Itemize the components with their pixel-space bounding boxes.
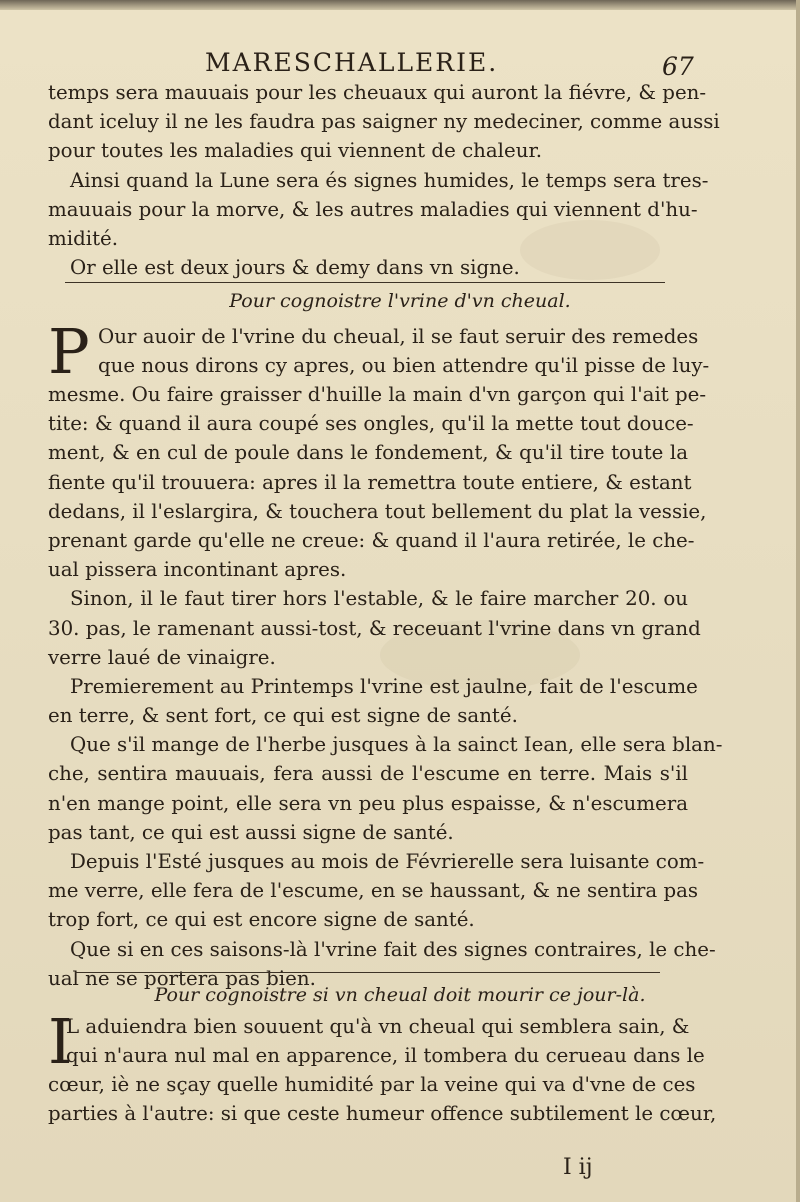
text-line: 30. pas, le ramenant aussi-tost, & receuant l'vrine dans vn grand bbox=[48, 616, 701, 640]
section-title: Pour cognoistre si vn cheual doit mourir ce jour-là. bbox=[154, 984, 646, 1006]
text-line: dedans, il l'eslargira, & touchera tout bellement du plat la vessie, bbox=[48, 499, 707, 523]
page-top-edge bbox=[0, 0, 800, 10]
running-head: MARESCHALLERIE. bbox=[205, 48, 499, 77]
text-line: pour toutes les maladies qui viennent de chaleur. bbox=[48, 139, 543, 163]
text-line: midité. bbox=[48, 226, 119, 250]
text-line: que nous dirons cy apres, ou bien attendre qu'il pisse de luy- bbox=[98, 354, 710, 378]
signature-mark: I ij bbox=[563, 1155, 593, 1180]
drop-cap: I bbox=[48, 1005, 73, 1078]
text-line: dant iceluy il ne les faudra pas saigner ny medeciner, comme aussi bbox=[48, 110, 720, 134]
intro-paragraphs bbox=[48, 78, 720, 282]
section-title: Pour cognoistre l'vrine d'vn cheual. bbox=[229, 290, 571, 312]
text-line: ment, & en cul de poule dans le fondement, & qu'il tire toute la bbox=[48, 441, 688, 465]
text-line: pas tant, ce qui est aussi signe de santé. bbox=[48, 820, 454, 844]
section-body bbox=[48, 380, 723, 993]
text-line: n'en mange point, elle sera vn peu plus espaisse, & n'escumera bbox=[48, 791, 688, 815]
text-line: en terre, & sent fort, ce qui est signe de santé. bbox=[48, 704, 518, 728]
text-line: me verre, elle fera de l'escume, en se haussant, & ne sentira pas bbox=[48, 879, 699, 903]
text-line: fiente qu'il trouuera: apres il la remettra toute entiere, & estant bbox=[48, 470, 692, 494]
text-line: cœur, iè ne sçay quelle humidité par la veine qui va d'vne de ces bbox=[48, 1073, 696, 1096]
text-line: Sinon, il le faut tirer hors l'estable, & le faire marcher 20. ou bbox=[70, 587, 688, 611]
text-line: ual pissera incontinant apres. bbox=[48, 558, 347, 582]
drop-cap-lines bbox=[66, 1012, 705, 1070]
text-line: prenant garde qu'elle ne creue: & quand il l'aura retirée, le che- bbox=[48, 528, 695, 552]
text-line: che, sentira mauuais, fera aussi de l'escume en terre. Mais s'il bbox=[48, 762, 688, 786]
text-line: qui n'aura nul mal en apparence, il tombera du cerueau dans le bbox=[66, 1044, 705, 1068]
text-line: verre laué de vinaigre. bbox=[48, 645, 276, 669]
section-divider bbox=[75, 972, 660, 973]
section-divider bbox=[65, 282, 665, 283]
section-opening bbox=[48, 1005, 705, 1078]
text-line: Que s'il mange de l'herbe jusques à la sainct Iean, elle sera blan- bbox=[70, 733, 723, 757]
section-body bbox=[48, 1070, 717, 1128]
drop-cap: P bbox=[48, 315, 90, 388]
section-opening bbox=[48, 315, 710, 388]
text-line: trop fort, ce qui est encore signe de santé. bbox=[48, 908, 475, 932]
text-line: mauuais pour la morve, & les autres maladies qui viennent d'hu- bbox=[48, 197, 698, 221]
text-line: tite: & quand il aura coupé ses ongles, qu'il la mette tout douce- bbox=[48, 412, 694, 436]
page-right-edge bbox=[796, 0, 800, 1202]
text-line: temps sera mauuais pour les cheuaux qui auront la fiévre, & pen- bbox=[48, 81, 707, 104]
text-line: mesme. Ou faire graisser d'huille la main d'vn garçon qui l'ait pe- bbox=[48, 383, 707, 406]
text-line: ual ne se portera pas bien. bbox=[48, 966, 316, 990]
drop-cap-lines bbox=[98, 322, 710, 380]
text-line: Or elle est deux jours & demy dans vn signe. bbox=[70, 256, 520, 280]
text-line: Depuis l'Esté jusques au mois de Févrierelle sera luisante com- bbox=[70, 850, 705, 873]
text-line: Premierement au Printemps l'vrine est jaulne, fait de l'escume bbox=[70, 674, 698, 698]
text-line: Our auoir de l'vrine du cheual, il se faut seruir des remedes bbox=[98, 325, 699, 348]
text-line: Ainsi quand la Lune sera és signes humides, le temps sera tres- bbox=[70, 168, 709, 192]
text-line: Que si en ces saisons-là l'vrine fait des signes contraires, le che- bbox=[70, 937, 716, 961]
page-number: 67 bbox=[662, 52, 694, 81]
text-line: parties à l'autre: si que ceste humeur offence subtilement le cœur, bbox=[48, 1102, 717, 1126]
text-line: L aduiendra bien souuent qu'à vn cheual qui semblera sain, & bbox=[66, 1015, 690, 1038]
